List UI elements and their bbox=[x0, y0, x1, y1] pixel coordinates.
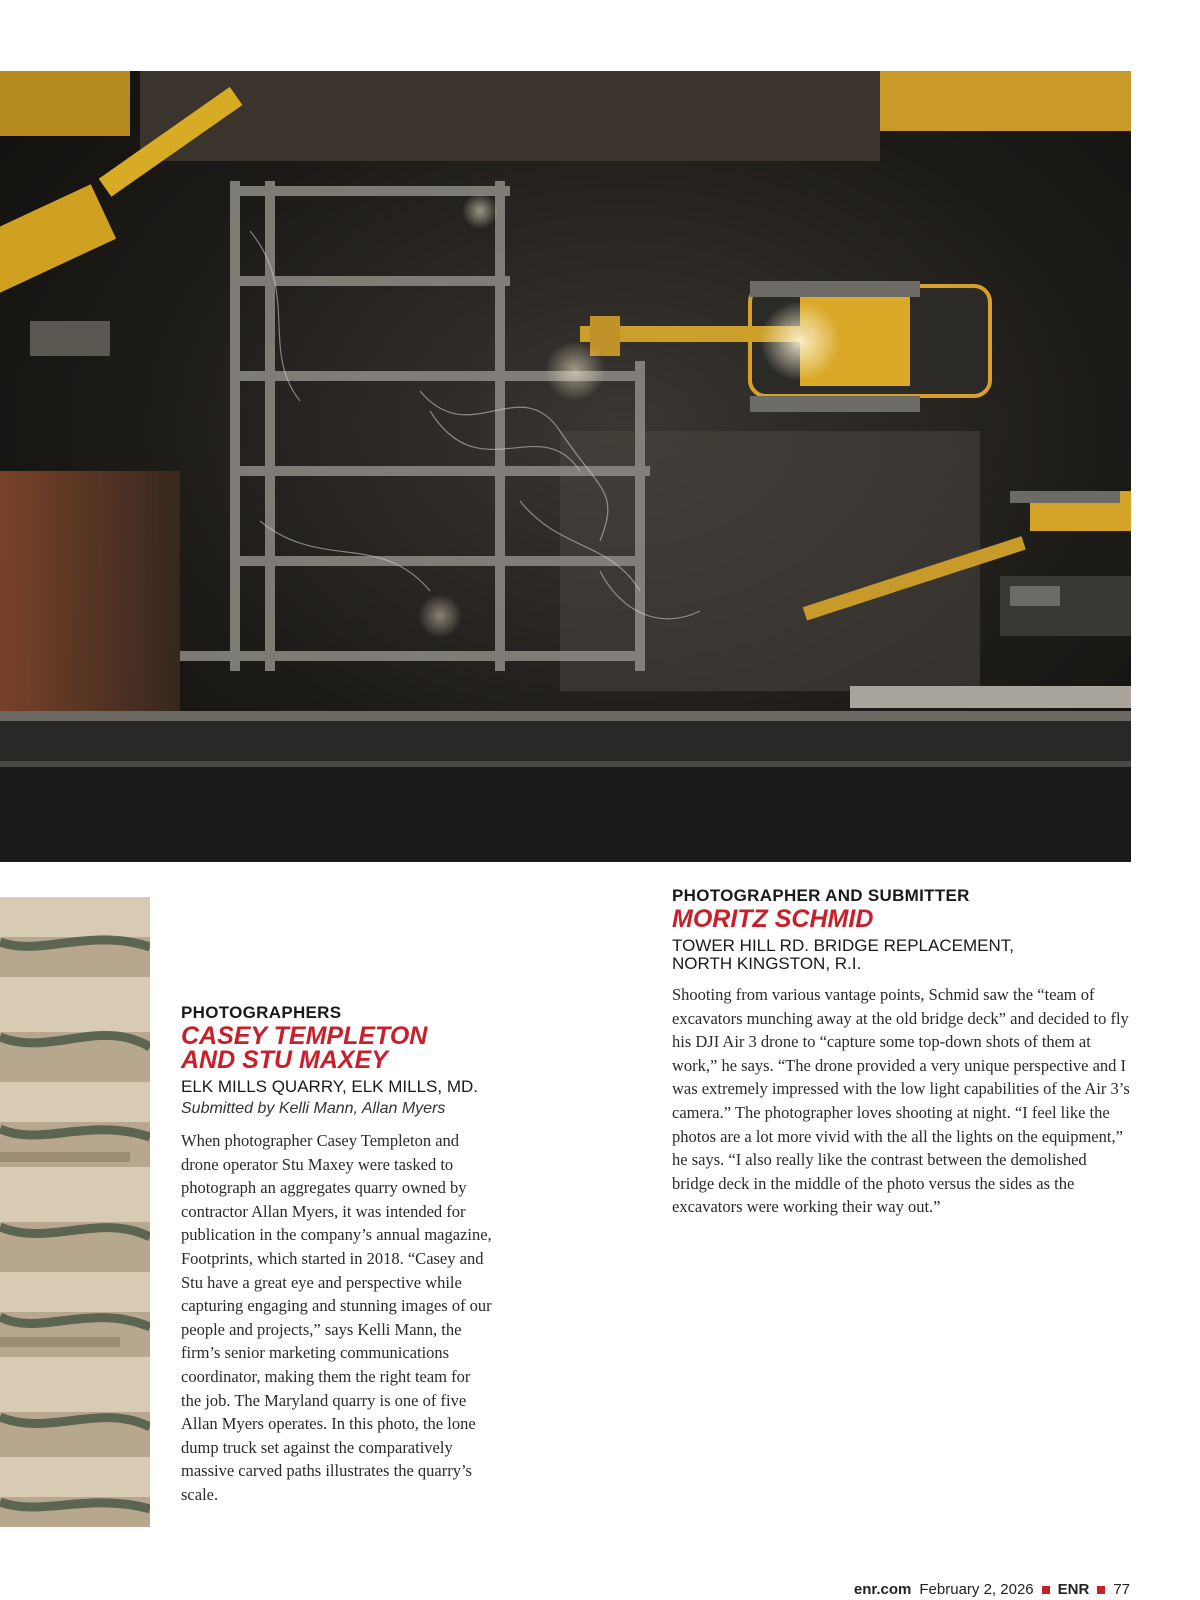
right-location-line2: NORTH KINGSTON, R.I. bbox=[672, 954, 862, 973]
separator-square-icon bbox=[1042, 1586, 1050, 1594]
separator-square-icon bbox=[1097, 1586, 1105, 1594]
left-location: ELK MILLS QUARRY, ELK MILLS, MD. bbox=[181, 1077, 478, 1096]
left-story bbox=[181, 1003, 496, 1507]
right-body: Shooting from various vantage points, Schmid saw the “team of excavators munching away at the old bridge deck” and decided to fly his DJI Air 3 drone to “capture some top-down shots of them at work,” he says. “The drone provided a very unique perspective and I was extremely impressed with the low light capabilities of the Air 3’s camera.” The photographer loves shooting at night. “I feel like the photos are a lot more vivid with the all the lights on the equipment,” he says. “I also really like the contrast between the demolished bridge deck in the middle of the photo versus the sides as the excavators were working their way out.” bbox=[672, 985, 1130, 1217]
left-credit: Submitted by Kelli Mann, Allan Myers bbox=[181, 1100, 446, 1117]
right-location bbox=[672, 937, 1132, 973]
hero-photo bbox=[0, 71, 1131, 862]
quarry-photo bbox=[0, 897, 150, 1527]
left-kicker: PHOTOGRAPHERS bbox=[181, 1003, 342, 1022]
right-location-line1: TOWER HILL RD. BRIDGE REPLACEMENT, bbox=[672, 936, 1014, 955]
folio-site: enr.com bbox=[853, 1581, 912, 1598]
left-name-line1: CASEY TEMPLETON bbox=[181, 1022, 428, 1050]
page-folio bbox=[854, 1581, 1130, 1598]
folio-date: February 2, 2026 bbox=[919, 1581, 1034, 1598]
left-body: When photographer Casey Templeton and drone operator Stu Maxey were tasked to photograph an aggregates quarry owned by contractor Allan Myers, it was intended for publication in the company’s annual magazine, Footprints, which started in 2018. “Casey and Stu have a great eye and perspective while capturing engaging and stunning images of our people and projects,” says Kelli Mann, the firm’s senior marketing communications coordinator, making them the right team for the job. The Maryland quarry is one of five Allan Myers operates. In this photo, the lone dump truck set against the comparatively massive carved paths illustrates the quarry’s scale. bbox=[181, 1131, 492, 1504]
right-story bbox=[672, 886, 1132, 1219]
right-photographer-name: MORITZ SCHMID bbox=[672, 905, 874, 933]
right-kicker: PHOTOGRAPHER AND SUBMITTER bbox=[672, 886, 970, 905]
folio-page-number: 77 bbox=[1113, 1581, 1130, 1598]
left-photographer-name bbox=[181, 1024, 496, 1072]
folio-brand: ENR bbox=[1057, 1581, 1090, 1598]
left-name-line2: AND STU MAXEY bbox=[181, 1046, 388, 1074]
